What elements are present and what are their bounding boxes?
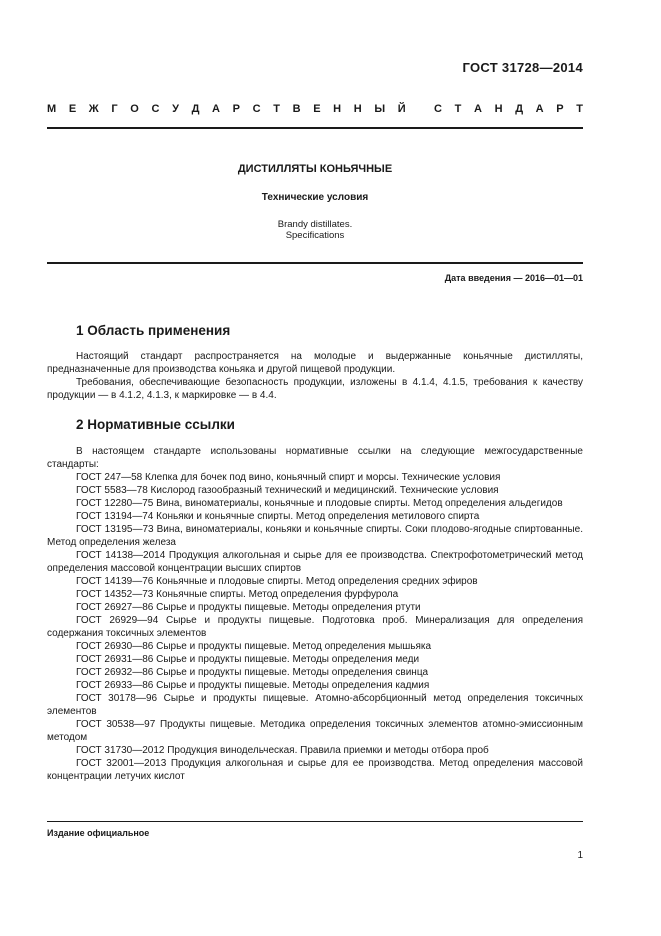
banner-letter: Т bbox=[454, 103, 462, 115]
banner-letter: Д bbox=[191, 103, 200, 115]
reference-item: ГОСТ 14352—73 Коньячные спирты. Метод определения фурфурола bbox=[76, 589, 399, 600]
section-1-body bbox=[47, 350, 583, 402]
document-title: ДИСТИЛЛЯТЫ КОНЬЯЧНЫЕ bbox=[237, 163, 393, 175]
banner-letter: Т bbox=[576, 103, 583, 115]
banner-letter: Й bbox=[397, 103, 406, 115]
reference-item: ГОСТ 247—58 Клепка для бочек под вино, коньячный спирт и морсы. Технические условия bbox=[76, 472, 501, 483]
banner-letter: Е bbox=[68, 103, 77, 115]
section-2-heading: 2 Нормативные ссылки bbox=[76, 417, 235, 432]
document-subtitle: Технические условия bbox=[261, 192, 369, 203]
reference-item: ГОСТ 26932—86 Сырье и продукты пищевые. Методы определения свинца bbox=[76, 667, 429, 678]
banner-letter: Н bbox=[494, 103, 503, 115]
reference-item: ГОСТ 30178—96 Сырье и продукты пищевые. Атомно-абсорбционный метод определения токсичных элементов bbox=[47, 693, 583, 717]
reference-item: ГОСТ 26930—86 Сырье и продукты пищевые. Метод определения мышьяка bbox=[76, 641, 432, 652]
reference-item: ГОСТ 26927—86 Сырье и продукты пищевые. Методы определения ртути bbox=[76, 602, 421, 613]
reference-list bbox=[47, 471, 583, 783]
banner-letter: Р bbox=[232, 103, 240, 115]
reference-item: ГОСТ 26931—86 Сырье и продукты пищевые. Методы определения меди bbox=[76, 654, 420, 665]
reference-item: ГОСТ 5583—78 Кислород газообразный технический и медицинский. Технические условия bbox=[76, 485, 499, 496]
banner-letter: Р bbox=[556, 103, 564, 115]
banner-letter: Т bbox=[273, 103, 280, 115]
title-divider bbox=[47, 262, 583, 264]
banner-letter: С bbox=[151, 103, 160, 115]
banner-letter: Г bbox=[111, 103, 118, 115]
banner-letter: А bbox=[535, 103, 544, 115]
page-number: 1 bbox=[577, 850, 583, 861]
reference-item: ГОСТ 13194—74 Коньяки и коньячные спирты. Метод определения метилового спирта bbox=[76, 511, 480, 522]
banner-letter: Н bbox=[333, 103, 342, 115]
banner-letter: А bbox=[474, 103, 482, 115]
banner-letter: С bbox=[252, 103, 261, 115]
reference-item: ГОСТ 12280—75 Вина, виноматериалы, коньячные и плодовые спирты. Метод определения альдегидов bbox=[76, 498, 563, 509]
banner-letter: Ж bbox=[88, 103, 99, 115]
reference-item: ГОСТ 32001—2013 Продукция алкогольная и сырье для ее производства. Метод определения массовой концентрации летучих кислот bbox=[47, 758, 583, 782]
reference-item: ГОСТ 26933—86 Сырье и продукты пищевые. Методы определения кадмия bbox=[76, 680, 430, 691]
reference-item: ГОСТ 31730—2012 Продукция винодельческая. Правила приемки и методы отбора проб bbox=[76, 745, 489, 756]
banner-letter: В bbox=[292, 103, 301, 115]
reference-item: ГОСТ 14139—76 Коньячные и плодовые спирты. Метод определения средних эфиров bbox=[76, 576, 478, 587]
reference-item: ГОСТ 30538—97 Продукты пищевые. Методика определения токсичных элементов атомно-эмиссионным методом bbox=[47, 719, 583, 743]
reference-item: ГОСТ 14138—2014 Продукция алкогольная и сырье для ее производства. Спектрофотометрический метод определения массовой концентрации высших спиртов bbox=[47, 550, 583, 574]
footer-divider bbox=[47, 821, 583, 822]
english-title-line-1: Brandy distillates. bbox=[277, 219, 353, 230]
banner-letter: У bbox=[172, 103, 179, 115]
section-1-paragraph: Требования, обеспечивающие безопасность продукции, изложены в 4.1.4, 4.1.5, требования к качеству продукции — в 4.1.2, 4.1.3, к маркировке — в 4.4. bbox=[47, 377, 583, 401]
banner-letter: М bbox=[47, 103, 57, 115]
banner-letter: Н bbox=[353, 103, 362, 115]
top-divider bbox=[47, 127, 583, 129]
banner-letter: О bbox=[130, 103, 139, 115]
section-1-heading: 1 Область применения bbox=[76, 323, 231, 338]
banner-letter: Д bbox=[515, 103, 524, 115]
banner-letter: Ы bbox=[374, 103, 386, 115]
document-code: ГОСТ 31728—2014 bbox=[462, 60, 583, 75]
english-title-line-2: Specifications bbox=[285, 230, 345, 241]
banner-letter: А bbox=[212, 103, 220, 115]
banner-gap bbox=[418, 103, 421, 115]
introduction-date: Дата введения — 2016—01—01 bbox=[444, 273, 583, 283]
standard-banner bbox=[47, 103, 583, 115]
banner-letter: Е bbox=[313, 103, 321, 115]
reference-item: ГОСТ 13195—73 Вина, виноматериалы, коньяки и коньячные спирты. Соки плодово-ягодные спиртованные. Метод определения железа bbox=[47, 524, 583, 548]
section-2-body bbox=[47, 445, 583, 783]
section-1-paragraph: Настоящий стандарт распространяется на молодые и выдержанные коньячные дистилляты, предназначенные для производства коньяка и другой пищевой продукции. bbox=[47, 351, 583, 375]
official-edition-note: Издание официальное bbox=[47, 828, 150, 838]
banner-letter: С bbox=[434, 103, 442, 115]
reference-item: ГОСТ 26929—94 Сырье и продукты пищевые. Подготовка проб. Минерализация для определения содержания токсичных элементов bbox=[47, 615, 583, 639]
section-2-intro: В настоящем стандарте использованы нормативные ссылки на следующие межгосударственные стандарты: bbox=[47, 446, 583, 470]
